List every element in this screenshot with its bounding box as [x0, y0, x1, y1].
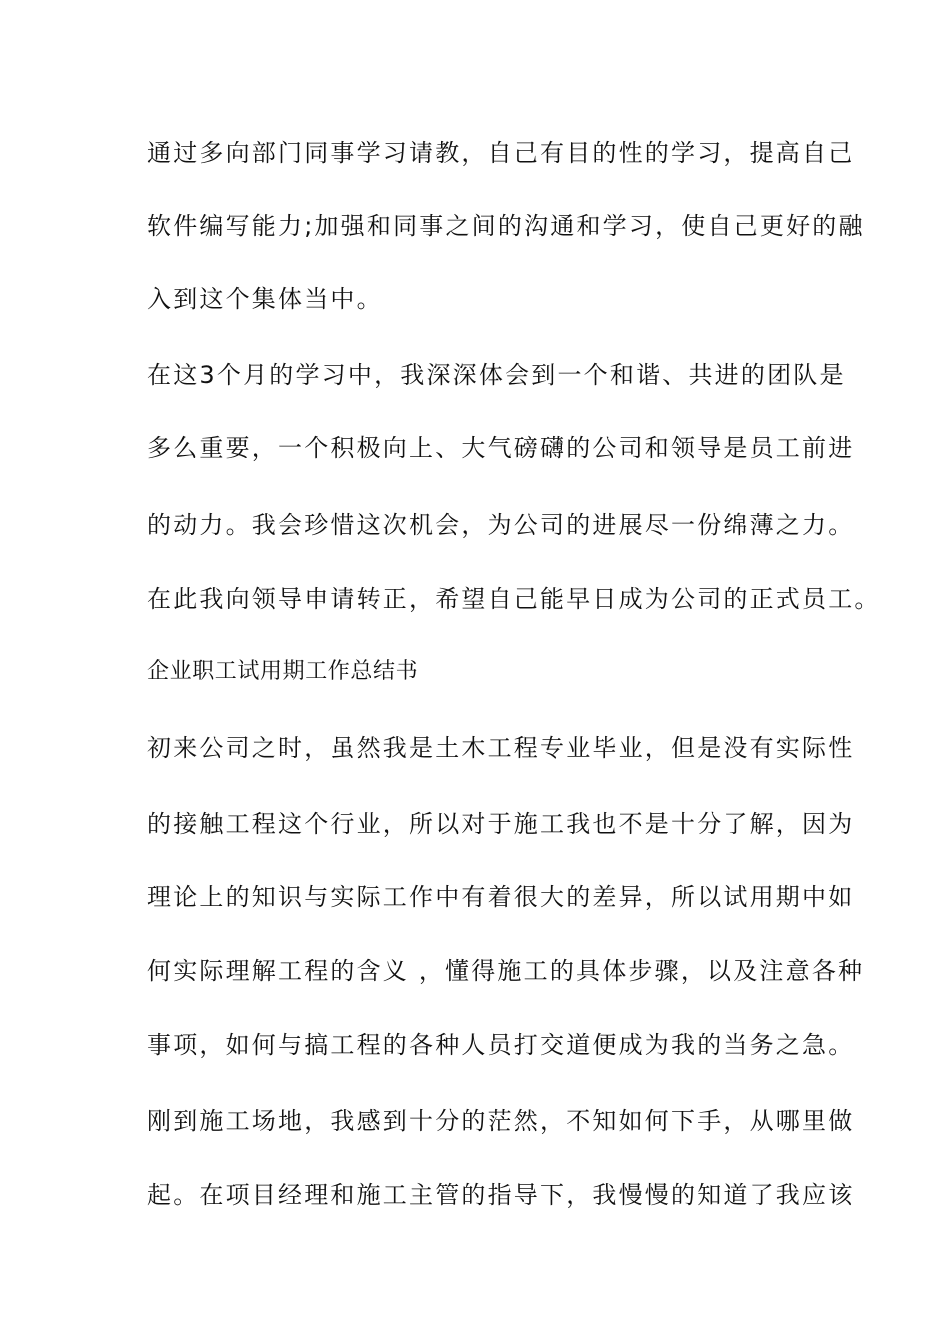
paragraph-line: 起。在项目经理和施工主管的指导下，我慢慢的知道了我应该	[147, 1181, 855, 1209]
paragraph-line: 理论上的知识与实际工作中有着很大的差异，所以试用期中如	[147, 883, 855, 911]
paragraph-line: 的动力。我会珍惜这次机会，为公司的进展尽一份绵薄之力。	[147, 511, 855, 539]
section-heading: 企业职工试用期工作总结书	[147, 659, 419, 684]
paragraph-line: 初来公司之时，虽然我是土木工程专业毕业，但是没有实际性	[147, 734, 855, 762]
paragraph-line: 刚到施工场地，我感到十分的茫然，不知如何下手，从哪里做	[147, 1107, 855, 1135]
paragraph-line: 事项，如何与搞工程的各种人员打交道便成为我的当务之急。	[147, 1031, 855, 1059]
paragraph-line: 的接触工程这个行业，所以对于施工我也不是十分了解，因为	[147, 810, 855, 838]
paragraph-line: 多么重要，一个积极向上、大气磅礴的公司和领导是员工前进	[147, 434, 855, 462]
paragraph-line: 在此我向领导申请转正，希望自己能早日成为公司的正式员工。	[147, 585, 881, 613]
paragraph-line: 通过多向部门同事学习请教，自己有目的性的学习，提高自己	[147, 139, 855, 167]
paragraph-line: 入到这个集体当中。	[147, 285, 383, 313]
paragraph-line: 何实际理解工程的含义 ，懂得施工的具体步骤，以及注意各种	[147, 957, 865, 985]
paragraph-line: 在这3个月的学习中，我深深体会到一个和谐、共进的团队是	[147, 361, 846, 389]
paragraph-line: 软件编写能力;加强和同事之间的沟通和学习，使自己更好的融	[147, 212, 865, 240]
